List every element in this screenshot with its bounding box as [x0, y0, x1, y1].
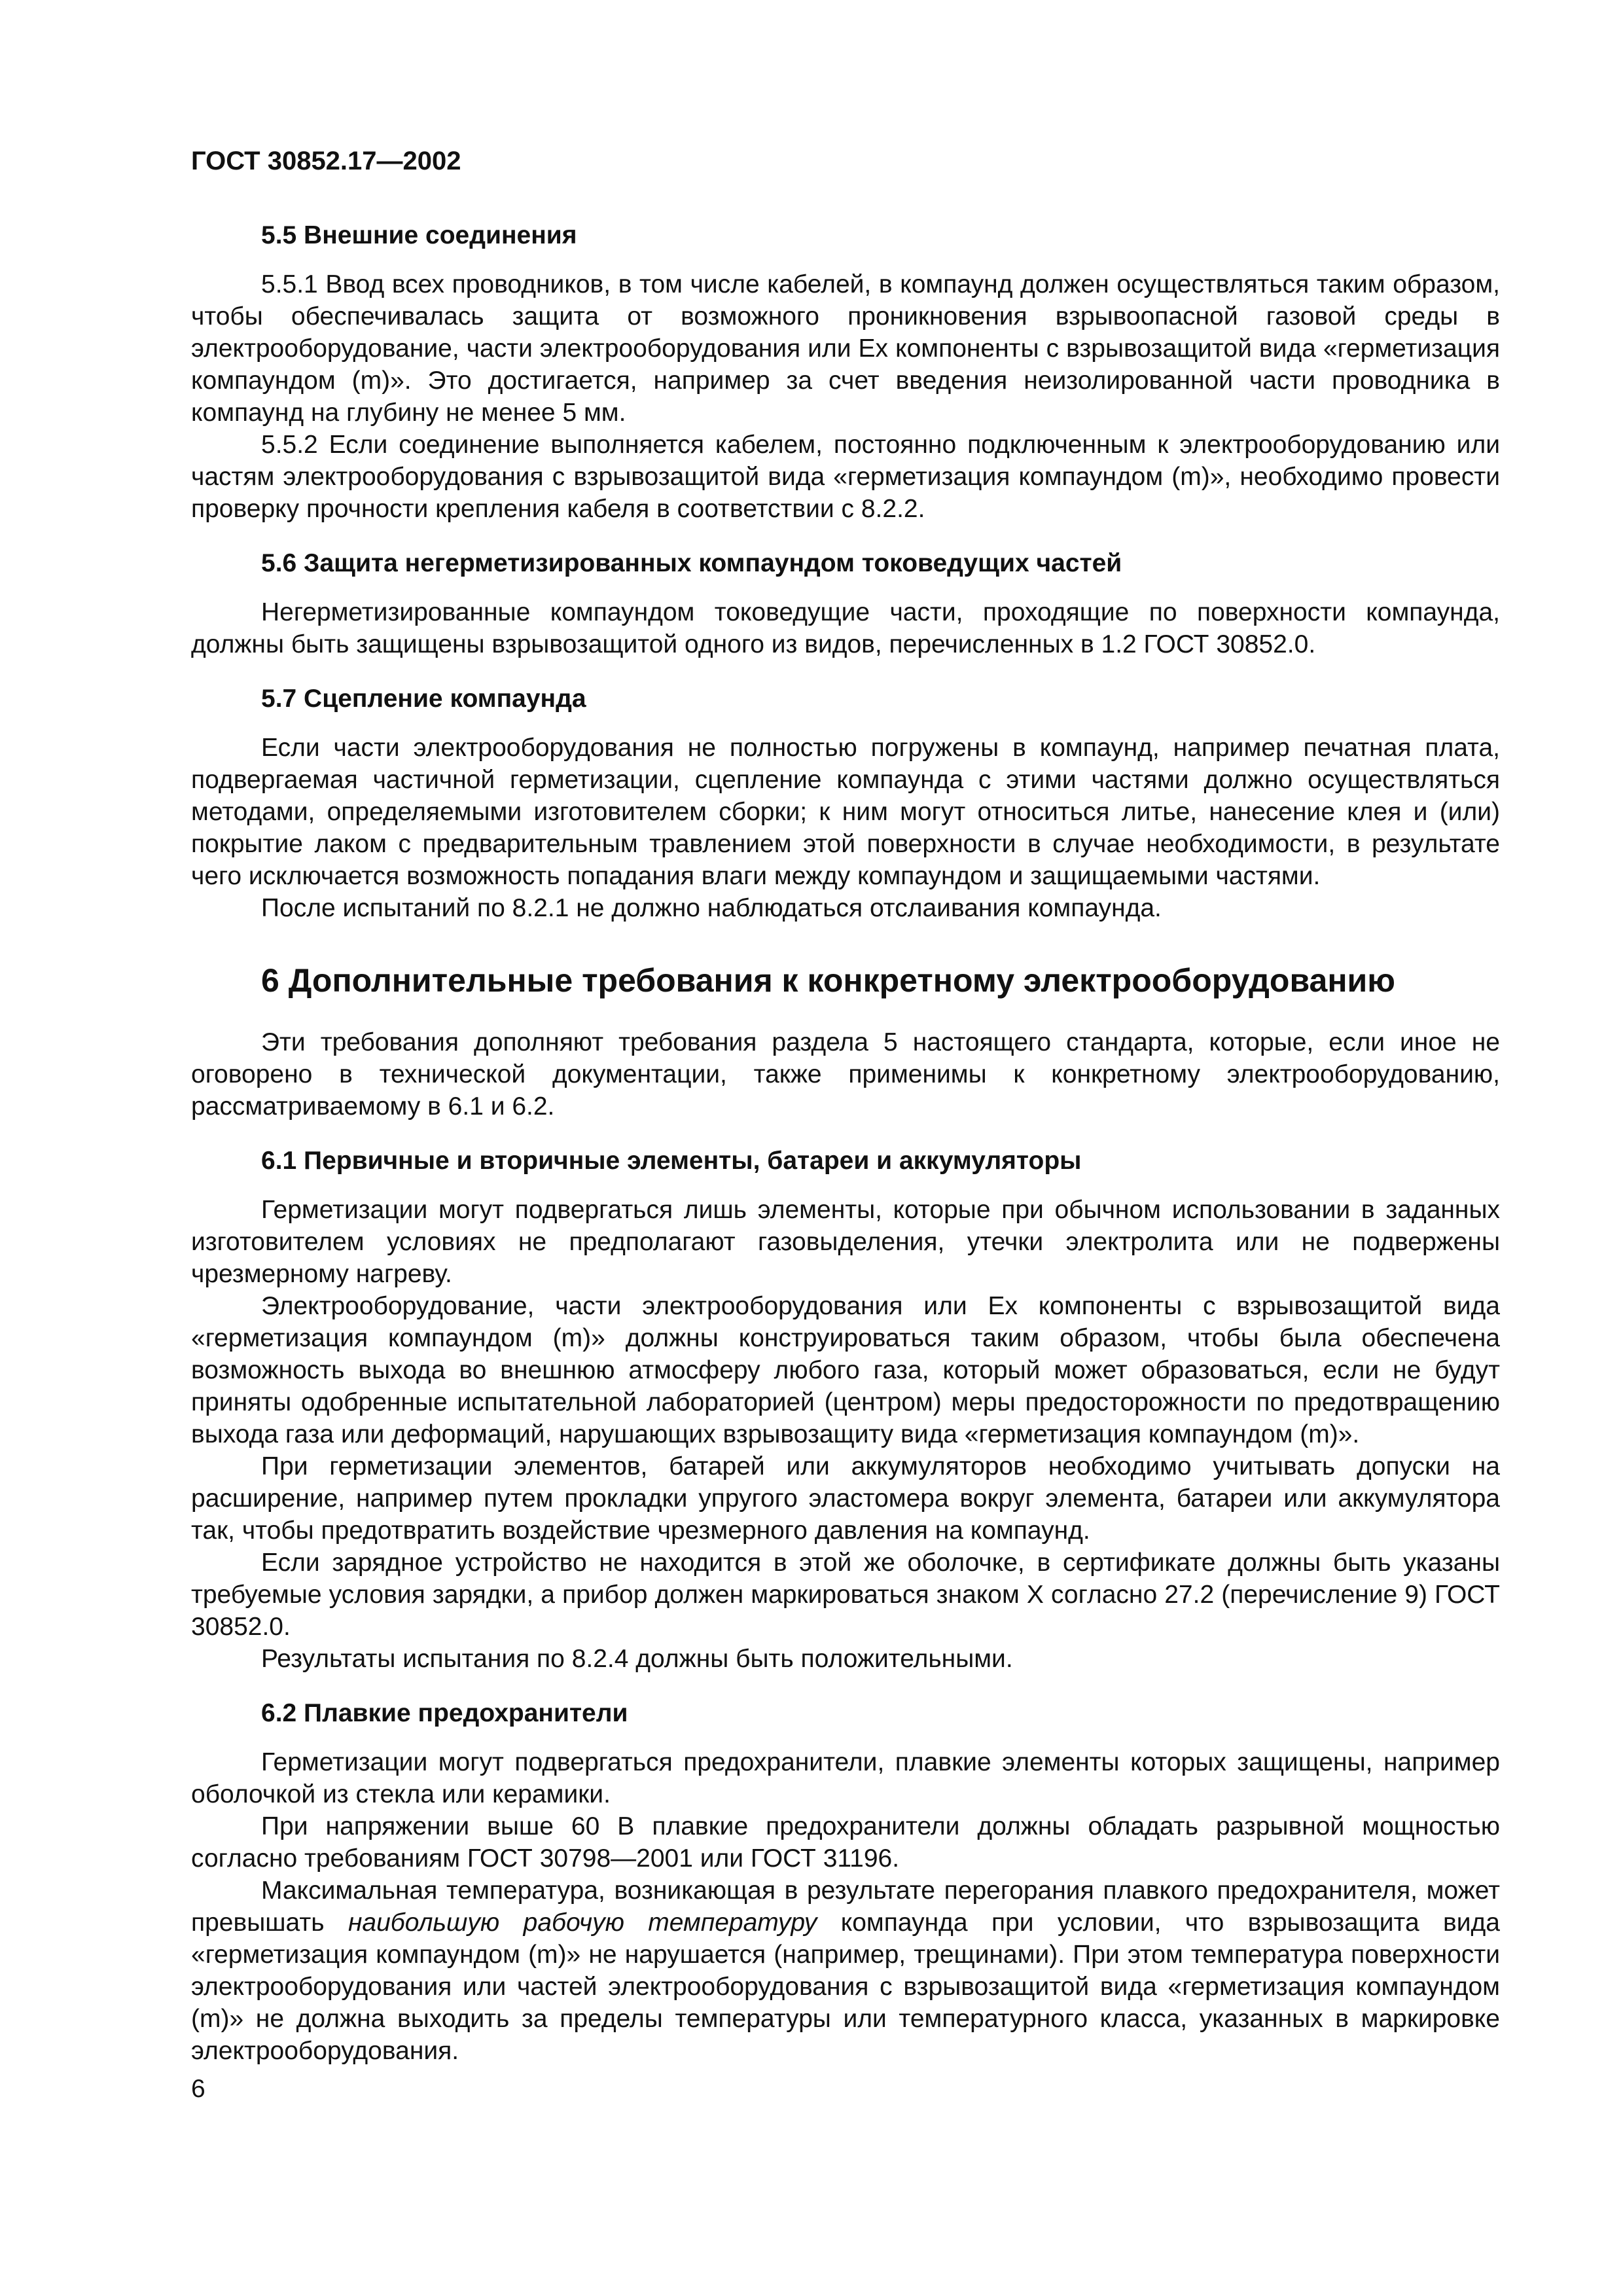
section-5-5: [191, 219, 1500, 525]
paragraph: Герметизации могут подвергаться лишь элементы, которые при обычном использовании в заданных изготовителем условиях не предполагают газовыделения, утечки электролита или не подвержены чрезмерному нагреву.: [191, 1196, 1500, 1288]
chapter-heading: 6 Дополнительные требования к конкретному электрооборудованию: [261, 962, 1395, 999]
italic-term: наибольшую рабочую температуру: [348, 1909, 817, 1937]
paragraph: 5.5.1 Ввод всех проводников, в том числе кабелей, в компаунд должен осуществляться таким образом, чтобы обеспечивалась защита от возможного проникновения взрывоопасной газовой среды в электрооборудование, части электрооборудования или Ex компоненты с взрывозащитой вида «герметизация компаундом (m)». Это достигается, например за счет введения неизолированной части проводника в компаунд на глубину не менее 5 мм.: [191, 270, 1500, 427]
paragraph: [191, 1874, 1500, 2067]
page-number: 6: [191, 2075, 205, 2103]
paragraph: При герметизации элементов, батарей или аккумуляторов необходимо учитывать допуски на расширение, например путем прокладки упругого эластомера вокруг элемента, батареи или аккумулятора так, чтобы предотвратить воздействие чрезмерного давления на компаунд.: [191, 1452, 1500, 1545]
section-5-7: [191, 683, 1500, 924]
section-6-2: [191, 1697, 1500, 2067]
paragraph: Если части электрооборудования не полностью погружены в компаунд, например печатная плата, подвергаемая частичной герметизации, сцепление компаунда с этими частями должно осуществляться методами, определяемыми изготовителем сборки; к ним могут относиться литье, нанесение клея и (или) покрытие лаком с предварительным травлением этой поверхности в случае необходимости, в результате чего исключается возможность попадания влаги между компаундом и защищаемыми частями.: [191, 734, 1500, 890]
section-6-intro: [191, 1026, 1500, 1122]
text-run: компаунда при условии, что взрывозащита вида «герметизация компаундом (m)» не нарушается (например, трещинами). При этом температура поверхности электрооборудования или частей электрооборудования с взрывозащитой вида «герметизация компаундом (m)» не должна выходить за пределы температуры или температурного класса, указанных в маркировке электрооборудования.: [191, 1909, 1500, 2065]
document-page: [191, 145, 1500, 2089]
section-heading: 6.2 Плавкие предохранители: [261, 1699, 628, 1727]
paragraph: Негерметизированные компаундом токоведущие части, проходящие по поверхности компаунда, должны быть защищены взрывозащитой одного из видов, перечисленных в 1.2 ГОСТ 30852.0.: [191, 598, 1500, 658]
paragraph: После испытаний по 8.2.1 не должно наблюдаться отслаивания компаунда.: [261, 894, 1162, 922]
section-heading: 5.7 Сцепление компаунда: [261, 685, 586, 713]
paragraph: Эти требования дополняют требования раздела 5 настоящего стандарта, которые, если иное не оговорено в технической документации, также применимы к конкретному электрооборудованию, рассматриваемому в 6.1 и 6.2.: [191, 1028, 1500, 1121]
paragraph: При напряжении выше 60 В плавкие предохранители должны обладать разрывной мощностью согласно требованиям ГОСТ 30798—2001 или ГОСТ 31196.: [191, 1812, 1500, 1873]
paragraph: Если зарядное устройство не находится в этой же оболочке, в сертификате должны быть указаны требуемые условия зарядки, а прибор должен маркироваться знаком X согласно 27.2 (перечисление 9) ГОСТ 30852.0.: [191, 1549, 1500, 1641]
paragraph: Герметизации могут подвергаться предохранители, плавкие элементы которых защищены, например оболочкой из стекла или керамики.: [191, 1748, 1500, 1808]
section-6-1: [191, 1145, 1500, 1675]
section-heading: 5.6 Защита негерметизированных компаундом токоведущих частей: [261, 549, 1122, 577]
document-header: ГОСТ 30852.17—2002: [191, 147, 461, 175]
section-heading: 5.5 Внешние соединения: [261, 221, 577, 249]
text-run: Максимальная температура, возникающая в результате перегорания плавкого предохранителя, может превышать: [191, 1876, 1500, 1937]
paragraph: Электрооборудование, части электрооборудования или Ex компоненты с взрывозащитой вида «герметизация компаундом (m)» должны конструироваться таким образом, чтобы была обеспечена возможность выхода во внешнюю атмосферу любого газа, который может образоваться, если не будут приняты одобренные испытательной лабораторией (центром) меры предосторожности по предотвращению выхода газа или деформаций, нарушающих взрывозащиту вида «герметизация компаундом (m)».: [191, 1292, 1500, 1448]
paragraph: Результаты испытания по 8.2.4 должны быть положительными.: [261, 1645, 1013, 1673]
section-heading: 6.1 Первичные и вторичные элементы, батареи и аккумуляторы: [261, 1147, 1082, 1175]
section-5-6: [191, 547, 1500, 660]
paragraph: 5.5.2 Если соединение выполняется кабелем, постоянно подключенным к электрооборудованию или частям электрооборудования с взрывозащитой вида «герметизация компаундом (m)», необходимо провести проверку прочности крепления кабеля в соответствии с 8.2.2.: [191, 431, 1500, 523]
